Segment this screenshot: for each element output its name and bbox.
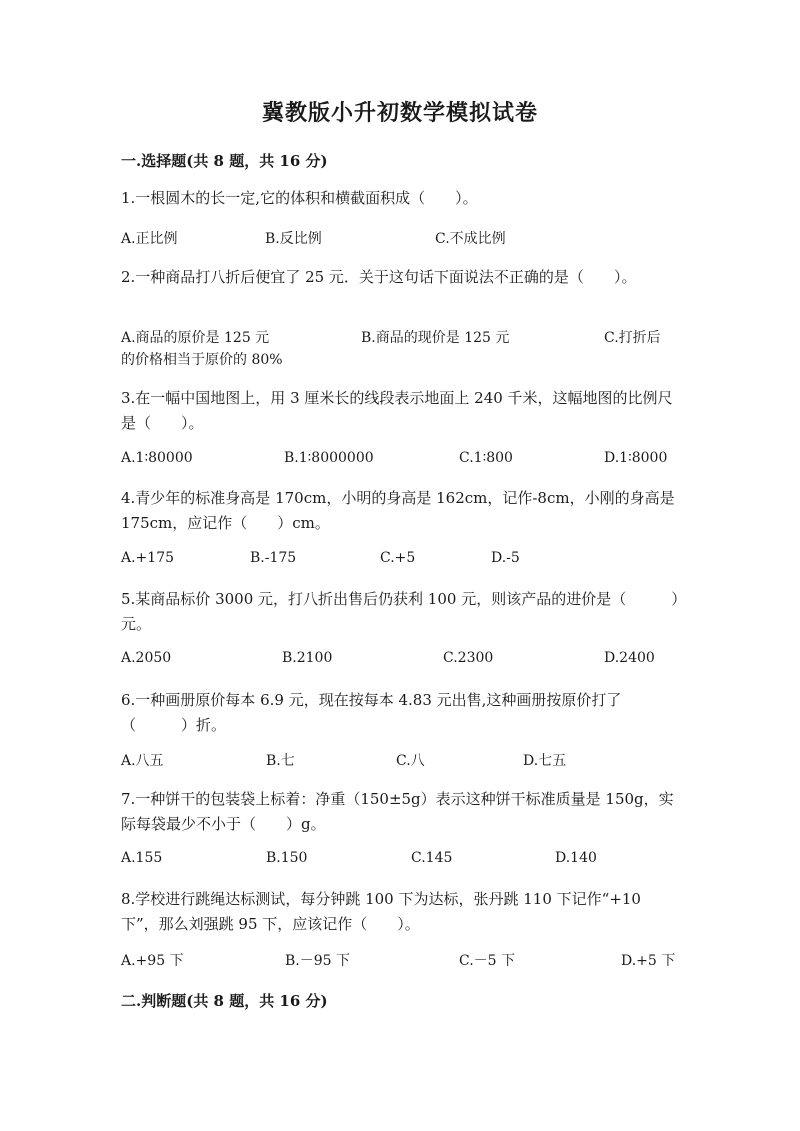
option-5b: B.2100 — [282, 650, 333, 666]
question-8: 8.学校进行跳绳达标测试，每分钟跳 100 下为达标，张丹跳 110 下记作“+10 下”，那么刘强跳 95 下，应该记作（ ）。 — [121, 890, 641, 933]
options-2-cont — [121, 349, 681, 371]
option-2b: B.商品的现价是 125 元 — [361, 330, 510, 346]
page-title: 冀教版小升初数学模拟试卷 — [261, 100, 538, 126]
option-8a: A.+95 下 — [121, 953, 184, 969]
option-2c-cont: 的价格相当于原价的 80% — [121, 352, 283, 368]
option-4a: A.+175 — [121, 550, 175, 566]
question-1: 1.一根圆木的长一定,它的体积和横截面积成（ ）。 — [121, 189, 478, 207]
option-3d: D.1∶8000 — [604, 450, 668, 466]
options-5 — [121, 650, 681, 672]
option-5d: D.2400 — [604, 650, 655, 666]
option-6c: C.八 — [396, 753, 425, 769]
option-3b: B.1∶8000000 — [284, 450, 374, 466]
options-3 — [121, 450, 681, 472]
question-5: 5.某商品标价 3000 元，打八折出售后仍获利 100 元，则该产品的进价是（ ）元。 — [121, 590, 679, 633]
options-4 — [121, 550, 681, 572]
options-6 — [121, 750, 681, 772]
option-4b: B.-175 — [250, 550, 297, 566]
option-6a: A.八五 — [121, 753, 164, 769]
option-1a: A.正比例 — [121, 231, 178, 247]
option-1c: C.不成比例 — [435, 231, 506, 247]
options-7 — [121, 850, 681, 872]
option-5c: C.2300 — [443, 650, 494, 666]
option-7a: A.155 — [121, 850, 163, 866]
option-4d: D.-5 — [491, 550, 520, 566]
question-3: 3.在一幅中国地图上，用 3 厘米长的线段表示地面上 240 千米，这幅地图的比例尺是（ ）。 — [121, 389, 673, 432]
option-3a: A.1∶80000 — [121, 450, 193, 466]
option-7c: C.145 — [411, 850, 453, 866]
question-4: 4.青少年的标准身高是 170cm，小明的身高是 162cm，记作-8cm，小刚的身高是 175cm，应记作（ ）cm。 — [121, 489, 675, 532]
options-8 — [121, 950, 681, 972]
option-6b: B.七 — [266, 753, 295, 769]
option-3c: C.1∶800 — [459, 450, 513, 466]
section-heading-choice: 一.选择题(共 8 题，共 16 分) — [121, 152, 328, 170]
option-7b: B.150 — [266, 850, 308, 866]
option-4c: C.+5 — [380, 550, 416, 566]
question-6: 6.一种画册原价每本 6.9 元，现在按每本 4.83 元出售,这种画册按原价打了（ ）折。 — [121, 691, 622, 734]
option-1b: B.反比例 — [265, 231, 322, 247]
option-8d: D.+5 下 — [621, 953, 676, 969]
option-2c: C.打折后 — [604, 330, 661, 346]
option-8b: B.－95 下 — [285, 953, 351, 969]
question-2: 2.一种商品打八折后便宜了 25 元．关于这句话下面说法不正确的是（ ）。 — [121, 268, 637, 286]
section-heading-judgment: 二.判断题(共 8 题，共 16 分) — [121, 992, 328, 1010]
option-7d: D.140 — [555, 850, 597, 866]
option-2a: A.商品的原价是 125 元 — [121, 330, 270, 346]
options-2 — [121, 327, 681, 349]
option-5a: A.2050 — [121, 650, 172, 666]
option-8c: C.－5 下 — [459, 953, 516, 969]
option-6d: D.七五 — [523, 753, 567, 769]
options-1 — [121, 228, 681, 250]
question-7: 7.一种饼干的包装袋上标着：净重（150±5g）表示这种饼干标准质量是 150g，实际每袋最少不小于（ ）g。 — [121, 790, 674, 833]
